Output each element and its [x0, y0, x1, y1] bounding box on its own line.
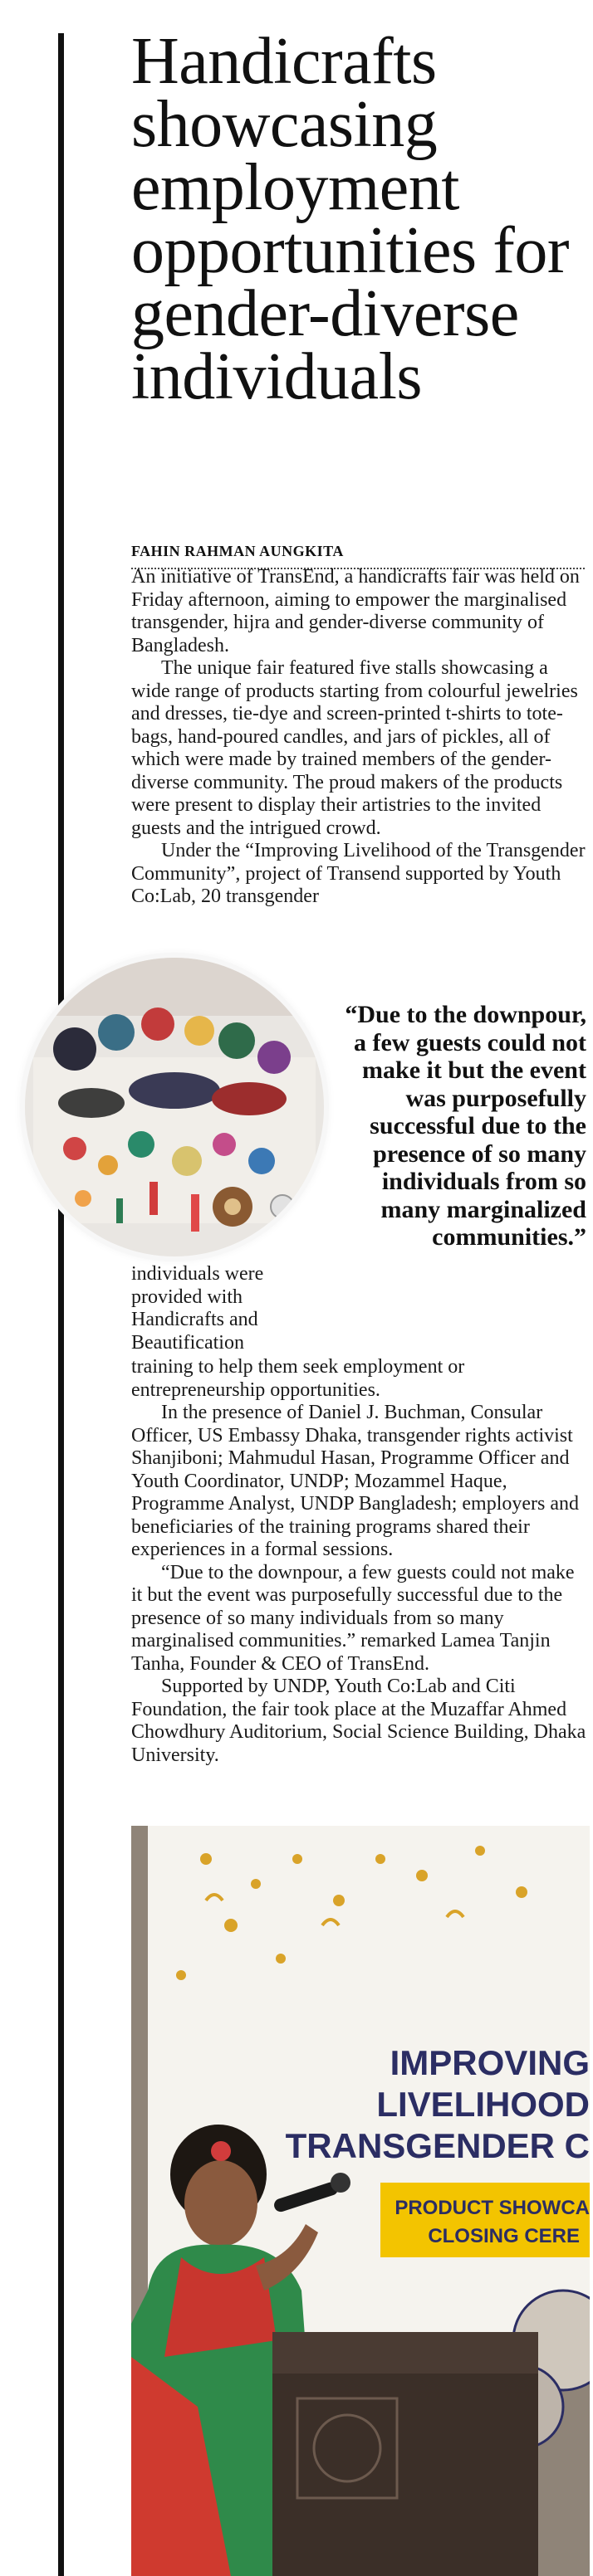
banner-yellow-line2: CLOSING CERE — [428, 2225, 580, 2247]
column-rule — [58, 33, 64, 2576]
paragraph: training to help them seek employment or entrepreneurship opportunities. — [131, 1356, 465, 1401]
article-body-top — [131, 566, 588, 909]
article-headline: Handicrafts showcasing employment opportunities for gender-diverse individuals — [131, 25, 569, 413]
paragraph: The unique fair featured five stalls showcasing a wide range of products starting from colourful jewelries and dresses, tie-dye and screen-printed t-shirts to tote-bags, hand-poured candles, and jars of pickles, all of which were made by trained members of the gender-diverse community. The proud makers of the products were present to display their artistries to the invited guests and the intrigued crowd. — [131, 657, 578, 839]
stage-illustration — [131, 1826, 590, 2576]
event-stage-photo — [131, 1826, 590, 2576]
paragraph: Under the “Improving Livelihood of the Transgender Community”, project of Transend supported by Youth Co:Lab, 20 transgender — [131, 840, 586, 907]
byline: FAHIN RAHMAN AUNGKITA — [131, 543, 344, 559]
paragraph: Supported by UNDP, Youth Co:Lab and Citi Foundation, the fair took place at the Muzaffar Ahmed Chowdhury Auditorium, Social Science Building, Dhaka University. — [131, 1676, 586, 1766]
banner-yellow-line1: PRODUCT SHOWCA — [395, 2197, 590, 2219]
pull-quote: “Due to the downpour, a few guests could not make it but the event was purposefully successful due to the presence of so many individuals from so many marginalized communities.” — [345, 1001, 586, 1251]
paragraph-narrow: individuals were provided with Handicrafts and Beautification — [131, 1263, 264, 1354]
handicrafts-illustration — [25, 958, 324, 1256]
paragraph: In the presence of Daniel J. Buchman, Consular Officer, US Embassy Dhaka, transgender rights activist Shanjiboni; Mahmudul Hasan, Programme Officer and Youth Coordinator, UNDP; Mozammel Haque, Programme Analyst, UNDP Bangladesh; employers and beneficiaries of the training programs shared their experiences in a formal sessions. — [131, 1402, 580, 1560]
paragraph: An initiative of TransEnd, a handicrafts fair was held on Friday afternoon, aiming to empower the marginalised transgender, hijra and gender-diverse community of Bangladesh. — [131, 566, 580, 656]
article-body-bottom — [131, 1356, 588, 1767]
banner-line1: IMPROVING — [390, 2043, 590, 2082]
paragraph: “Due to the downpour, a few guests could not make it but the event was purposefully successful due to the presence of so many individuals from so many marginalised communities.” remarked Lamea Tanjin Tanha, Founder & CEO of TransEnd. — [131, 1561, 575, 1675]
handicrafts-photo — [25, 958, 324, 1256]
banner-line2: LIVELIHOOD — [376, 2085, 590, 2124]
banner-line3: TRANSGENDER C — [285, 2126, 590, 2165]
